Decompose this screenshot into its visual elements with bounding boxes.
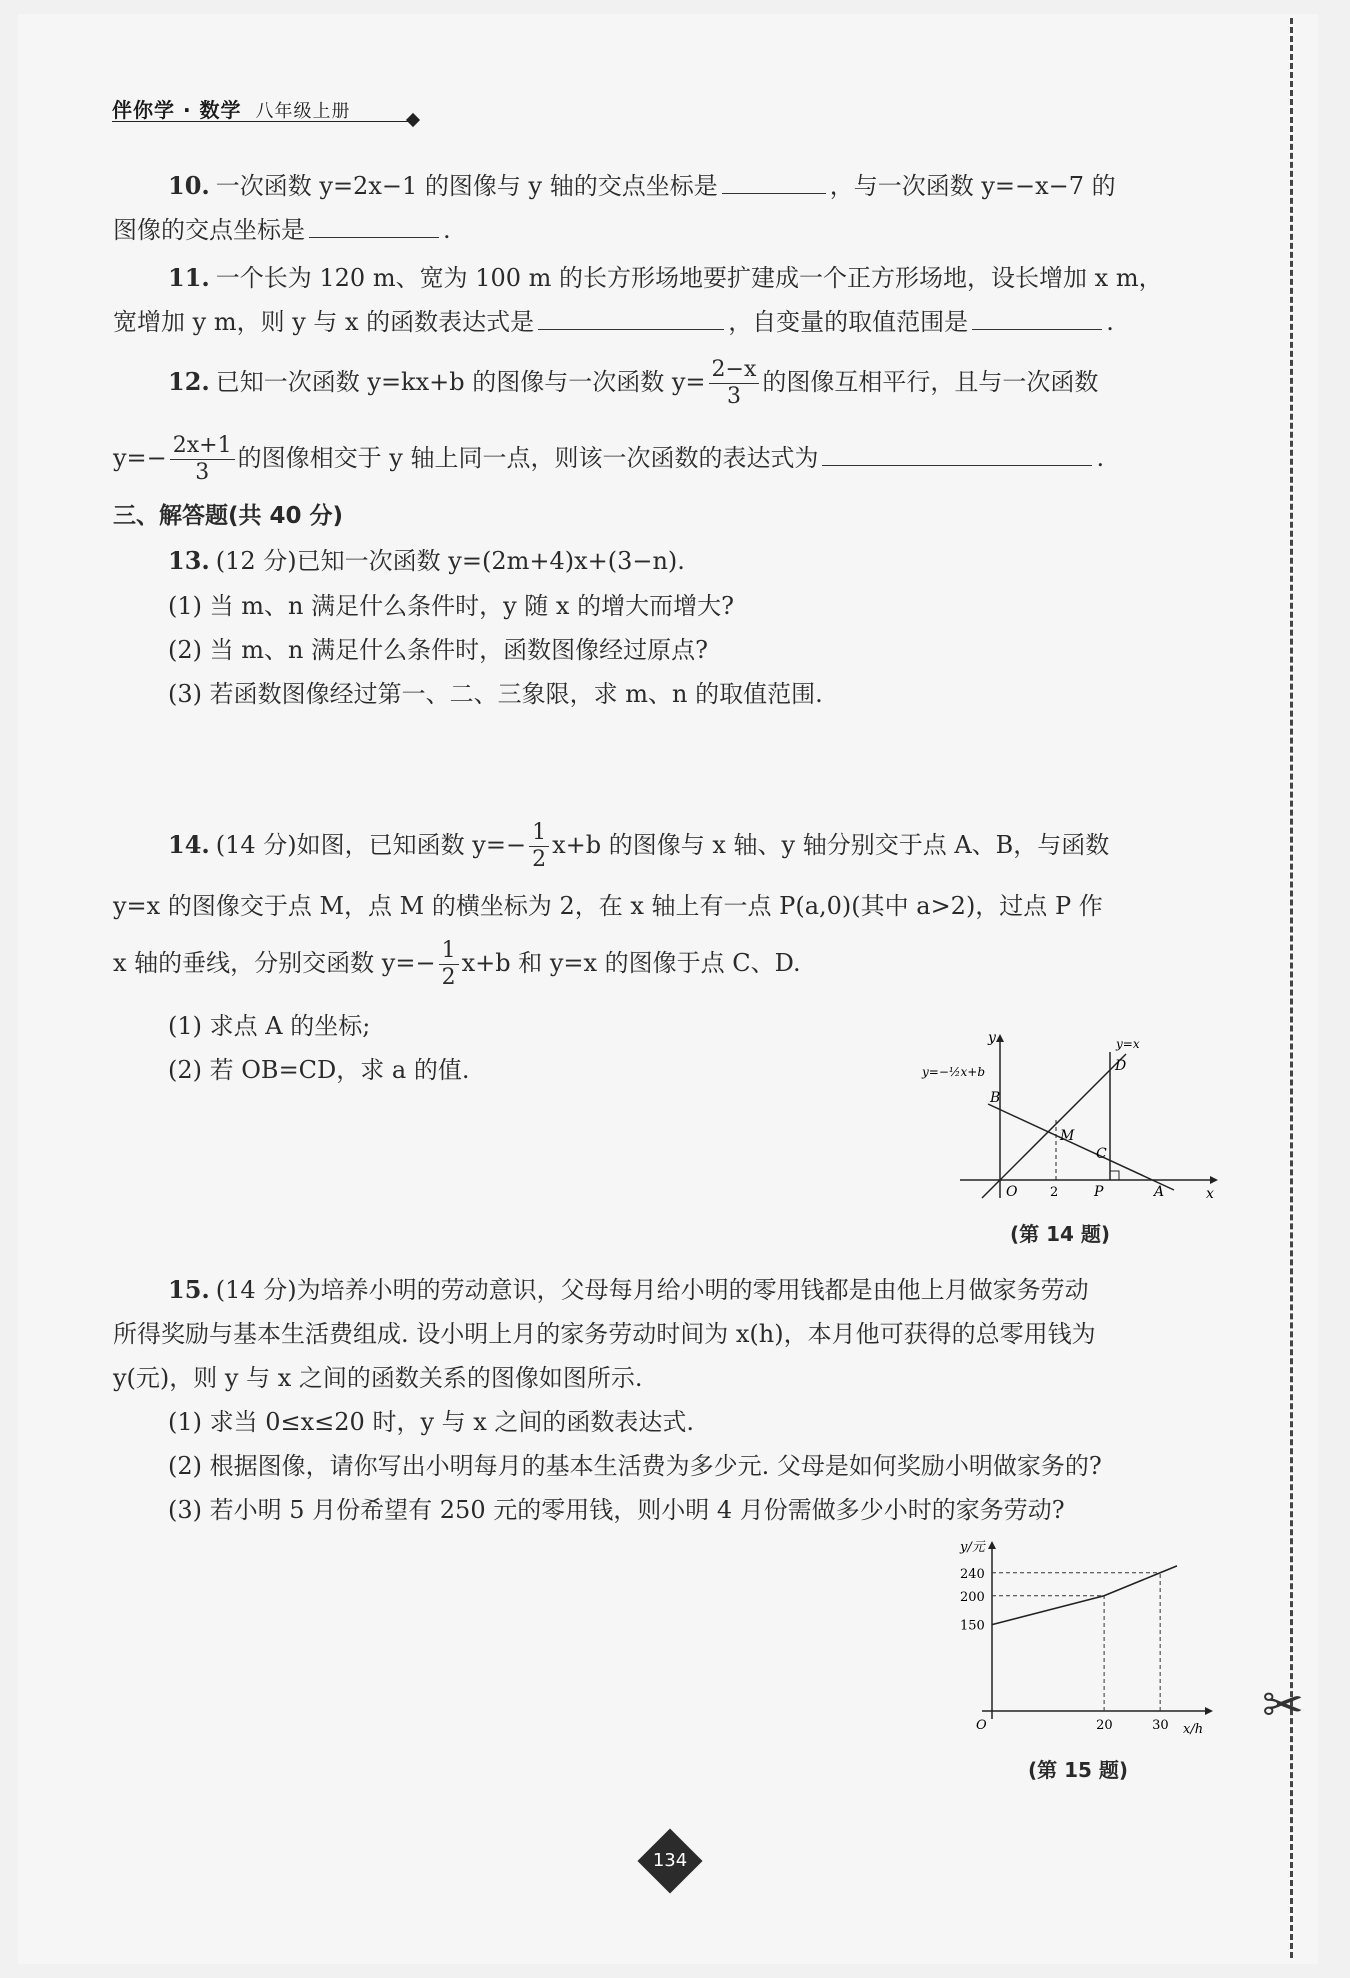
q10-text: 一次函数 y=2x−1 的图像与 y 轴的交点坐标是 [215,172,718,200]
chart15-x-arrow-icon [1205,1707,1213,1715]
chart15-y-axis-label: y/元 [960,1540,985,1555]
book-title: 伴你学 · 数学 [112,98,242,122]
q12-fraction1 [709,357,760,410]
q15-part2: (2) 根据图像，请你写出小明每月的基本生活费为多少元. 父母是如何奖励小明做家务的? [168,1452,1102,1480]
q12-line2 [113,428,1104,488]
q11-line2 [113,306,1114,338]
q14-frac1-num: 1 [529,820,549,847]
q12-text5: . [1096,444,1105,472]
chart15-y-tick-label: 240 [960,1566,985,1582]
q12-frac2-num: 2x+1 [170,433,235,460]
book-header [112,94,351,123]
header-rule [112,121,412,122]
cut-line [1290,18,1293,1958]
q12-number: 12. [168,367,210,396]
q12-text4: 的图像相交于 y 轴上同一点，则该一次函数的表达式为 [237,444,819,472]
fig14-label-a: A [1154,1184,1165,1200]
chart15-x-tick-label: 20 [1096,1718,1113,1733]
fig14-label-p: P [1094,1184,1104,1200]
q13-part3: (3) 若函数图像经过第一、二、三象限，求 m、n 的取值范围. [168,680,823,708]
q14-line2: y=x 的图像交于点 M，点 M 的横坐标为 2，在 x 轴上有一点 P(a,0)(其中 a>2)，过点 P 作 [113,892,1103,920]
q15-number: 15. [168,1275,210,1304]
fig14-label-y: y [988,1030,996,1046]
q11-text4: . [1106,308,1114,336]
q12-line1 [168,352,1098,412]
fig14-eq-yx: y=x [1116,1037,1140,1051]
chart15-y-tick-label: 150 [960,1618,985,1634]
q11-text3: ，自变量的取值范围是 [728,308,969,336]
q12-text: 已知一次函数 y=kx+b 的图像与一次函数 y= [215,368,706,396]
q14-part2: (2) 若 OB=CD，求 a 的值. [168,1056,470,1084]
q15-part1: (1) 求当 0≤x≤20 时，y 与 x 之间的函数表达式. [168,1408,695,1436]
page-number: 134 [652,1850,688,1871]
q11-text: 一个长为 120 m、宽为 100 m 的长方形场地要扩建成一个正方形场地，设长增加 x m， [215,264,1163,292]
q10-text3: 图像的交点坐标是 [113,216,305,244]
figure-14 [910,1030,1220,1200]
figure-15-chart [950,1535,1220,1740]
q11-line1 [168,262,1163,294]
chart15-y-tick-label: 200 [960,1589,985,1605]
q14-fraction2 [439,938,459,991]
chart15-x-tick-label: 30 [1152,1718,1169,1733]
q12-frac1-den: 3 [726,384,741,409]
q13-number: 13. [168,546,210,575]
chart15-series-line [992,1566,1177,1625]
fig14-eq-line: y=−½x+b [922,1065,986,1079]
fig14-label-c: C [1096,1146,1107,1162]
fig14-right-angle [1110,1171,1119,1180]
scissors-icon: ✂ [1262,1676,1304,1734]
chart15-x-axis-label: x/h [1183,1722,1204,1737]
q14-line1 [168,816,1109,874]
chart15-guides [992,1573,1160,1711]
chart15-origin-label: O [976,1718,987,1733]
q14-text1b: x+b 的图像与 x 轴、y 轴分别交于点 A、B，与函数 [552,831,1110,859]
q10-text4: . [443,216,451,244]
q13-part1: (1) 当 m、n 满足什么条件时，y 随 x 的增大而增大? [168,592,734,620]
q14-text1a: (14 分)如图，已知函数 y=− [215,831,527,859]
q11-text2: 宽增加 y m，则 y 与 x 的函数表达式是 [113,308,535,336]
fig14-label-x: x [1206,1186,1214,1200]
q15-line2: 所得奖励与基本生活费组成. 设小明上月的家务劳动时间为 x(h)，本月他可获得的总零用钱为 [113,1320,1096,1348]
figure-14-caption: (第 14 题) [1010,1222,1111,1246]
q10-text2: ，与一次函数 y=−x−7 的 [829,172,1116,200]
q14-frac1-den: 2 [532,847,547,872]
q15-line3: y(元)，则 y 与 x 之间的函数关系的图像如图所示. [113,1364,643,1392]
q15-text1: (14 分)为培养小明的劳动意识，父母每月给小明的零用钱都是由他上月做家务劳动 [215,1276,1089,1304]
q10-line1 [168,170,1116,202]
figure-15-caption: (第 15 题) [1028,1758,1129,1782]
q11-blank1 [538,307,724,330]
q13-part2: (2) 当 m、n 满足什么条件时，函数图像经过原点? [168,636,708,664]
q12-blank [822,443,1092,466]
q14-part1: (1) 求点 A 的坐标; [168,1012,371,1040]
q12-fraction2 [170,433,235,486]
q13-stem [168,545,685,577]
book-grade: 八年级上册 [255,101,351,122]
q15-line1 [168,1274,1089,1306]
q12-frac1-num: 2−x [709,357,760,384]
q14-number: 14. [168,830,210,859]
fig14-x-arrow-icon [1210,1176,1218,1184]
fig14-line-ab [988,1104,1174,1190]
fig14-label-b: B [990,1090,1001,1106]
q15-part3: (3) 若小明 5 月份希望有 250 元的零用钱，则小明 4 月份需做多少小时的家务劳动? [168,1496,1065,1524]
fig14-label-o: O [1006,1184,1018,1200]
q14-line3 [113,934,801,992]
q10-number: 10. [168,171,210,200]
fig14-label-d: D [1115,1058,1127,1074]
fig14-line-yx [982,1054,1126,1198]
q11-number: 11. [168,263,210,292]
q10-blank1 [722,171,826,194]
section-title: 三、解答题(共 40 分) [113,503,344,529]
q12-text2: 的图像互相平行，且与一次函数 [762,368,1099,396]
q14-fraction1 [529,820,549,873]
q11-blank2 [972,307,1102,330]
q14-frac2-den: 2 [441,965,456,990]
q14-text3b: x+b 和 y=x 的图像于点 C、D. [461,949,801,977]
chart15-y-arrow-icon [988,1541,996,1549]
q14-text3a: x 轴的垂线，分别交函数 y=− [113,949,436,977]
fig14-y-arrow-icon [996,1034,1004,1042]
q10-line2 [113,214,451,246]
q13-text: (12 分)已知一次函数 y=(2m+4)x+(3−n). [215,547,685,575]
fig14-tick-2: 2 [1050,1185,1059,1200]
q14-frac2-num: 1 [439,938,459,965]
q10-blank2 [309,215,439,238]
q12-frac2-den: 3 [195,460,210,485]
fig14-label-m: M [1060,1128,1075,1144]
q12-text3: y=− [113,444,167,472]
